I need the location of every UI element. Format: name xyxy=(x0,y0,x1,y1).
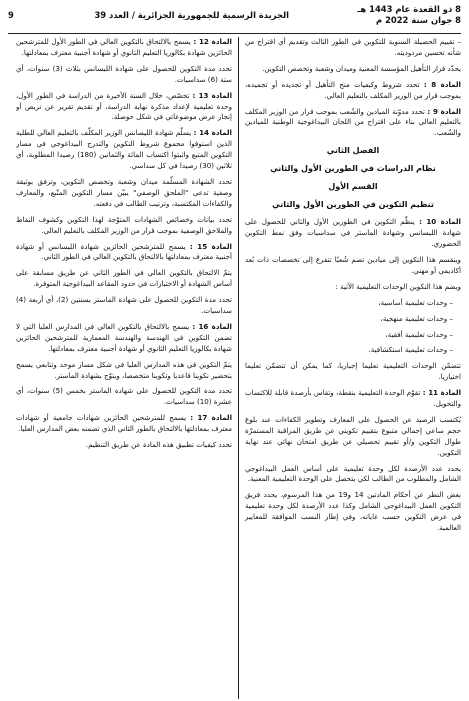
list-item: – وحدات تعليمية أفقية، xyxy=(385,329,453,339)
paragraph: يحدد عدد الأرصدة لكل وحدة تعليمية على أساس العمل البيداغوجي الشامل والمطلوب من الطالب لكي يتحصل على الوحدة التعليمية المعنية. xyxy=(245,463,461,484)
article-text: تخصّص، خلال السنة الأخيرة من الدراسة في الطور الأول، وحدة تعليمية لإعداد مذكرة نهاية الدراسة، أو تقديم تقرير عن تربص أو إنجاز عرض موضوعاتي في شكل حوصلة. xyxy=(16,90,232,122)
article-label: المادة 13 : xyxy=(192,90,232,100)
paragraph: تحدد كيفيات تطبيق هذه المادة عن طريق التنظيم. xyxy=(85,440,232,450)
article-12 xyxy=(16,37,232,59)
paragraph: يتمّ التكوين في هذه المدارس العليا في شكل مسار موحد وتتابعي يسمح بتحضير تكوينا قاعديا وتكوينا متخصصا، ويتوّج بشهادة الماستر. xyxy=(16,359,232,380)
article-label: المادة 11 : xyxy=(422,388,461,398)
article-15 xyxy=(16,242,232,264)
list-item: – وحدات تعليمية استكشافية. xyxy=(368,345,453,355)
header-date-gregorian: 8 جوان سنة 2022 م xyxy=(376,15,461,25)
right-column xyxy=(239,37,461,699)
two-column-body xyxy=(8,37,461,699)
article-text: تقوّم الوحدة التعليمية بنقطة، وتقاس بأرصدة قابلة للاكتساب والتحويل. xyxy=(245,388,461,409)
paragraph: تحدد مدة التكوين للحصول على شهادة الماستر بخمس (5) سنوات، أي عشرة (10) سداسيات. xyxy=(16,386,233,407)
paragraph: يحدّد قرار التأهيل المؤسسة المعنية وميدان وشعبة وتخصص التكوين. xyxy=(262,63,461,73)
section-title: تنظيم التكوين في الطورين الأول والثاني xyxy=(272,200,434,210)
list-item: – وحدات تعليمية أساسية، xyxy=(378,297,453,307)
article-label: المادة 12 : xyxy=(193,37,232,46)
paragraph: يتمّ الالتحاق بالتكوين العالي في الطور الثاني عن طريق مسابقة على أساس الشهادة أو الاختبارات في حدود المقاعد البيداغوجية المتوفرة. xyxy=(16,268,232,289)
page-number: 9 xyxy=(8,10,14,20)
article-text: يسمح بالالتحاق بالتكوين العالي في المدارس العليا التي لا تضمن التكوين في الهندسة والهندسة المعمارية للمترشحين الحائزين شهادة بكالوريا التعليم الثانوي أو شهادة أجنبية معترف بمعادلتها. xyxy=(16,321,232,353)
article-label: المادة 17 : xyxy=(190,413,232,423)
article-label: المادة 16 : xyxy=(192,321,232,331)
paragraph: – تقييم الحصيلة السنوية للتكوين في الطور الثالث وتقديم أي اقتراح من شأنه تحسين مردوديته. xyxy=(245,37,461,57)
article-label: المادة 9 : xyxy=(427,106,461,116)
list-item: – وحدات تعليمية منهجية، xyxy=(380,313,453,323)
chapter-title: نظام الدراسات في الطورين الأول والثاني xyxy=(270,164,436,174)
section-heading: القسم الأول xyxy=(328,182,378,192)
article-text: يسمح للمترشحين الحائزين شهادة الليسانس أو شهادة أجنبية معترف بمعادلتها بالالتحاق بالتكوين العالي في الطور الثاني. xyxy=(16,241,232,262)
article-text: تحدد مدوّنة الميادين والشُعب بموجب قرار من الوزير المكلف بالتعليم العالي بناء على اقتراح من اللجان البيداغوجية الوطنية للميادين والشُعب. xyxy=(245,106,461,138)
article-14 xyxy=(16,128,232,172)
page-header xyxy=(8,4,461,34)
article-text: ينظّم التكوين في الطورين الأول والثاني للحصول على شهادة الليسانس وشهادة الماستر في سداسيات وفق نمط التكوين الحضوري. xyxy=(245,217,461,249)
article-text: يسمح للمترشحين الحائزين شهادات جامعية أو شهادات معترف بمعادلتها بالالتحاق بالطور الثاني الذي تضمنه بعض المدارس العليا. xyxy=(16,413,232,434)
article-10 xyxy=(245,217,461,250)
article-label: المادة 8 : xyxy=(423,79,461,89)
paragraph: بغض النظر عن أحكام المادتين 14 و19 من هذا المرسوم، يحدد فريق التكوين العمل البيداغوجي الشامل وكذا عدد الأرصدة لكل وحدة تعليمية في عرض التكوين حسب غاياته، وفي إطار النسب الموافقة للمعايير العالمية. xyxy=(245,490,461,533)
paragraph: تحدد الشهادة المسلّمة ميدان وشعبة وتخصص التكوين، وترفق بوثيقة وصفية تدعى "الملحق الوصفي" يبيّن مسار التكوين المتّبع، والمعارف والكفاءات المكتسبة، وترتيب الطالب في دفعته. xyxy=(16,176,232,208)
article-label: المادة 10 : xyxy=(419,217,461,227)
left-column xyxy=(16,37,238,699)
article-8 xyxy=(245,80,461,102)
article-text: تحدد شروط وكيفيات منح التأهيل أو تجديده أو تجميده، بموجب قرار من الوزير المكلف بالتعليم العالي. xyxy=(245,79,461,100)
article-text: يسلّم شهادة الليسانس الوزير المكلّف بالتعليم العالي للطلبة الذين استوفوا مجموع شروط التكوين والتدرج البيداغوجي في مسار التكوين المتبع واثبتوا اكتساب المائة والثمانين (180) رصيدا المطلوبة، أي ثلاثين (30) رصيدا في كل سداسي. xyxy=(16,128,232,171)
article-16 xyxy=(16,322,232,355)
article-label: المادة 14 : xyxy=(193,128,232,138)
article-17 xyxy=(16,413,232,435)
header-date-hijri: 8 ذو القعدة عام 1443 هـ xyxy=(357,4,461,14)
header-dates xyxy=(358,4,461,26)
article-11 xyxy=(245,388,461,410)
article-13 xyxy=(16,91,232,124)
paragraph: يُكتسب الرصيد عن الحصول على المعارف وتطوير الكفاءات عند بلوغ حجم ساعي إجمالي متبوع بتقييم تكويني عن طريق المراقبة المستمرّة طوال التكوين و/أو تقييم تحصيلي عن طريق امتحان نهائي عند نهاية التكوين. xyxy=(245,414,461,457)
paragraph: تتضمّن الوحدات التعليمية تعليما إجباريا، كما يمكن أن تتضمّن تعليما اختياريا. xyxy=(245,361,461,382)
paragraph: تحدد مدة التكوين للحصول على شهادة الماستر بسنتين (2)، أي أربعة (4) سداسيات. xyxy=(16,295,232,316)
paragraph: وينقسم هذا التكوين إلى ميادين تضم شُعبًا تتفرع إلى تخصصات ذات بُعد أكاديمي أو مهني. xyxy=(245,254,461,275)
header-journal-title: الجريدة الرسمية للجمهورية الجزائرية / العدد 39 xyxy=(94,10,290,20)
article-text: يسمح بالالتحاق بالتكوين العالي في الطور الأول للمترشحين الحائزين شهادة بكالوريا التعليم الثانوي أو شهادة أجنبية معترف بمعادلتها. xyxy=(16,37,232,57)
paragraph: ويضم هذا التكوين الوحدات التعليمية الآتية : xyxy=(335,281,461,291)
chapter-heading: الفصل الثاني xyxy=(326,146,380,156)
article-label: المادة 15 : xyxy=(189,241,232,251)
column-divider xyxy=(238,37,239,699)
article-9 xyxy=(245,107,461,140)
paragraph: تحدد بيانات وخصائص الشهادات المتوّجة لهذا التكوين وكشوف النقاط والملاحق الوصفية بموجب قرار من الوزير المكلف بالتعليم العالي. xyxy=(16,214,232,235)
paragraph: تحدد مدة التكوين للحصول على شهادة الليسانس بثلاث (3) سنوات، أي ستة (6) سداسيات. xyxy=(16,63,232,84)
